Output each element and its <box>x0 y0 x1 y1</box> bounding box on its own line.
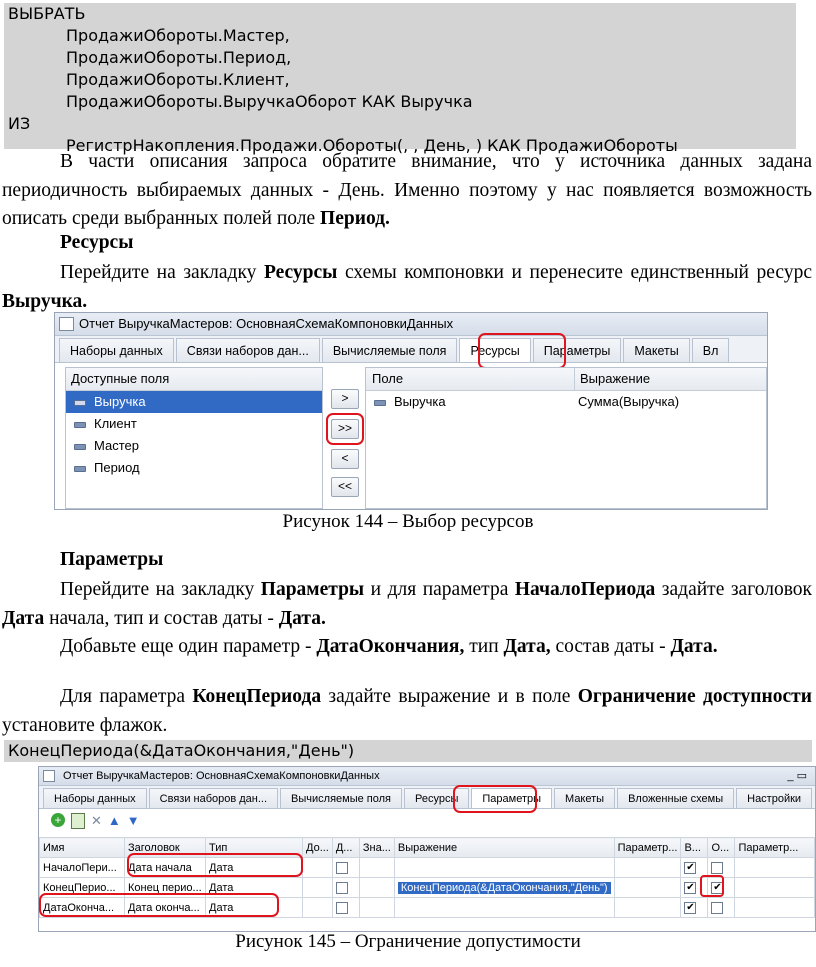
resources-panel <box>365 367 767 509</box>
window-icon <box>59 317 74 331</box>
checkbox[interactable] <box>336 862 348 874</box>
table-header: Имя Заголовок Тип До... Д... Зна... Выражение Параметр... В... О... Параметр... <box>40 838 815 858</box>
code-line: ВЫБРАТЬ <box>8 4 86 23</box>
highlight-end-date-row <box>39 893 279 917</box>
field-icon <box>74 444 86 450</box>
paragraph-period: В части описания запроса обратите внимание, что у источника данных задана периодичность выбираемых данных - День. Именно поэтому у нас появляется возможность описать среди выбранных полей поле Период. <box>2 151 812 229</box>
resources-screenshot <box>54 312 768 510</box>
tab-datasets[interactable]: Наборы данных <box>43 788 147 808</box>
code-line: ПродажиОбороты.Мастер, <box>66 26 290 45</box>
paragraph-end-date: Добавьте еще один параметр - ДатаОкончания, тип Дата, состав даты - Дата. <box>60 636 718 657</box>
tab-templates[interactable]: Макеты <box>554 788 615 808</box>
figure-caption-145: Рисунок 145 – Ограничение допустимости <box>235 931 581 952</box>
paragraph-end-period: Для параметра КонецПериода задайте выражение и в поле Ограничение доступности установите флажок. <box>2 686 812 736</box>
heading-parameters: Параметры <box>60 549 164 570</box>
window-controls[interactable]: _ ▭ <box>787 770 807 782</box>
tab-calculated-fields[interactable]: Вычисляемые поля <box>322 338 458 362</box>
figure-caption-144: Рисунок 144 – Выбор ресурсов <box>282 511 534 532</box>
expression-line: КонецПериода(&ДатаОкончания,"День") <box>4 740 812 762</box>
move-down-icon[interactable]: ▼ <box>126 813 140 828</box>
field-icon <box>74 422 86 428</box>
move-right-button[interactable]: > <box>331 389 359 409</box>
field-icon <box>74 400 86 406</box>
delete-icon[interactable]: ✕ <box>91 813 102 828</box>
tab-parameters[interactable]: Параметры <box>471 788 552 808</box>
tab-resources[interactable]: Ресурсы <box>404 788 469 808</box>
window-title: Отчет ВыручкаМастеров: ОсновнаяСхемаКомпоновкиДанных _ ▭ <box>39 767 815 786</box>
move-all-right-button[interactable]: >> <box>331 419 359 439</box>
query-code-block <box>4 3 796 155</box>
checkbox-checked[interactable]: ✔ <box>686 881 695 893</box>
tab-nested[interactable]: Вл <box>692 338 730 362</box>
available-fields-panel <box>65 367 323 509</box>
checkbox[interactable] <box>336 902 348 914</box>
code-line: ПродажиОбороты.Клиент, <box>66 70 290 89</box>
heading-resources: Ресурсы <box>60 232 134 253</box>
highlight-move-all-button <box>326 413 364 445</box>
move-up-icon[interactable]: ▲ <box>107 813 121 828</box>
list-item[interactable]: Период <box>66 457 322 479</box>
tab-datasets[interactable]: Наборы данных <box>59 338 174 362</box>
tab-templates[interactable]: Макеты <box>623 338 689 362</box>
tab-settings[interactable]: Настройки <box>736 788 812 808</box>
tab-nested[interactable]: Вложенные схемы <box>617 788 734 808</box>
code-line: РегистрНакопления.Продажи.Обороты(, , День, ) КАК ПродажиОбороты <box>66 136 678 155</box>
window-icon <box>43 770 55 782</box>
table-row[interactable]: НачалоПери... Дата начала Дата ✔ <box>40 858 815 878</box>
expression-value[interactable]: КонецПериода(&ДатаОкончания,"День") <box>398 882 611 894</box>
move-all-left-button[interactable]: << <box>331 477 359 497</box>
highlight-resources-tab <box>478 333 566 369</box>
toolbar <box>51 813 140 833</box>
table-row[interactable]: ДатаОконча... Дата оконча... Дата ✔ <box>40 898 815 918</box>
highlight-start-date-row <box>127 853 303 877</box>
tab-bar <box>39 786 815 809</box>
code-line: ПродажиОбороты.Период, <box>66 48 292 67</box>
code-line: ПродажиОбороты.ВыручкаОборот КАК Выручка <box>66 92 473 111</box>
resources-header <box>366 368 766 391</box>
column-field: Поле <box>372 371 404 386</box>
tab-resources[interactable]: Ресурсы <box>459 338 530 362</box>
parameters-screenshot <box>38 766 816 932</box>
checkbox[interactable] <box>336 882 348 894</box>
availability-checkbox[interactable]: ✔ <box>713 881 722 893</box>
checkbox[interactable] <box>711 862 723 874</box>
field-icon <box>374 400 386 406</box>
window-title: Отчет ВыручкаМастеров: ОсновнаяСхемаКомпоновкиДанных <box>55 313 767 336</box>
available-fields-header: Доступные поля <box>66 368 322 391</box>
column-expression: Выражение <box>574 368 650 390</box>
tab-bar <box>55 336 767 363</box>
highlight-availability-checkbox <box>700 875 724 897</box>
checkbox[interactable] <box>711 902 723 914</box>
tab-dataset-links[interactable]: Связи наборов дан... <box>176 338 320 362</box>
paragraph-resources: Перейдите на закладку Ресурсы схемы компоновки и перенесите единственный ресурс Выручка. <box>2 262 812 312</box>
checkbox-checked[interactable]: ✔ <box>686 861 695 873</box>
copy-icon[interactable] <box>71 813 85 829</box>
list-item[interactable]: Выручка <box>66 391 322 413</box>
list-item[interactable]: Мастер <box>66 435 322 457</box>
move-left-button[interactable]: < <box>331 449 359 469</box>
highlight-parameters-tab <box>453 785 537 813</box>
field-icon <box>74 466 86 472</box>
checkbox-checked[interactable]: ✔ <box>686 901 695 913</box>
tab-calculated-fields[interactable]: Вычисляемые поля <box>280 788 402 808</box>
list-item[interactable]: Клиент <box>66 413 322 435</box>
tab-dataset-links[interactable]: Связи наборов дан... <box>149 788 278 808</box>
paragraph-parameters: Перейдите на закладку Параметры и для параметра НачалоПериода задайте заголовок Дата начала, тип и состав даты - Дата. <box>2 579 812 629</box>
table-row[interactable]: Выручка Сумма(Выручка) <box>366 391 766 413</box>
add-icon[interactable]: + <box>51 813 65 827</box>
tab-parameters[interactable]: Параметры <box>533 338 622 362</box>
code-line: ИЗ <box>8 114 31 133</box>
table-row[interactable]: КонецПерио... Конец перио... Дата КонецПериода(&ДатаОкончания,"День") ✔ ✔ <box>40 878 815 898</box>
